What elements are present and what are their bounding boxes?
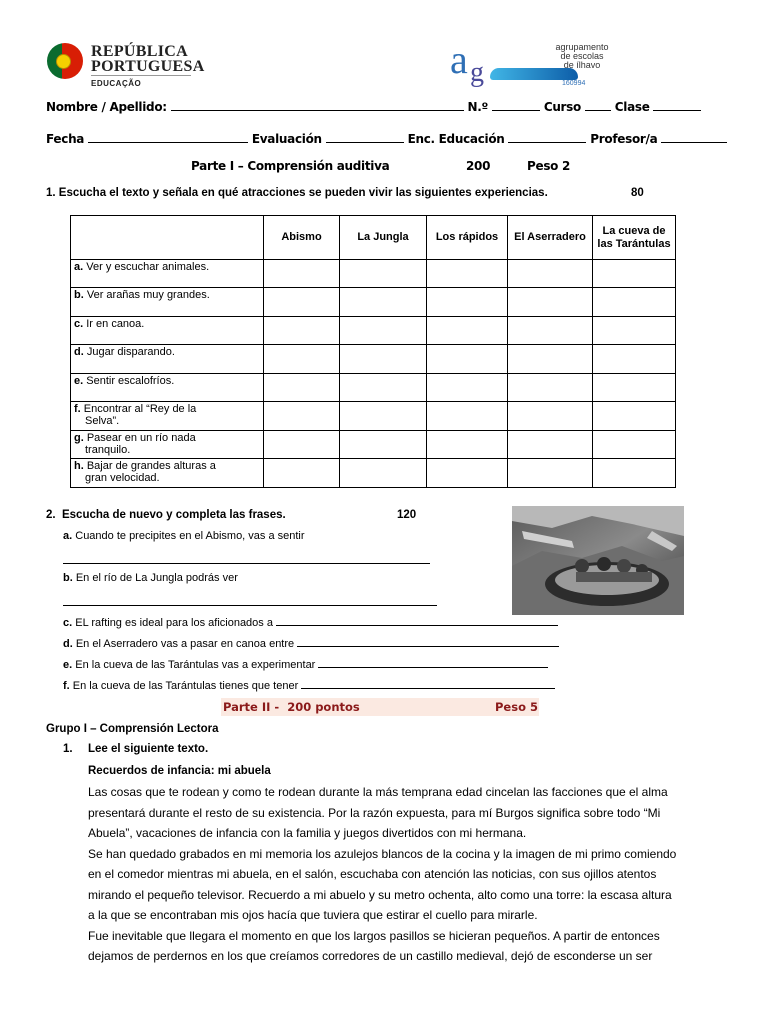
answer-cell[interactable]: [593, 374, 676, 402]
answer-cell[interactable]: [508, 317, 593, 345]
answer-cell[interactable]: [340, 260, 427, 288]
text-line: Se han quedado grabados en mi memoria los azulejos blancos de la cocina y la imagen de mi primo comiendo: [88, 846, 677, 861]
q2-answer-b-field[interactable]: [63, 594, 437, 606]
ag-line1: agrupamento: [555, 42, 609, 52]
answer-cell[interactable]: [264, 260, 340, 288]
table-row: e. Sentir escalofríos.: [71, 374, 676, 402]
fecha-field[interactable]: [88, 131, 248, 143]
ag-code: 160994: [562, 80, 586, 87]
answer-cell[interactable]: [264, 374, 340, 402]
q2-answer-c-field[interactable]: [276, 614, 558, 626]
q2-answer-e-field[interactable]: [318, 656, 548, 668]
table-row: d. Jugar disparando.: [71, 345, 676, 374]
fecha-label: Fecha: [46, 132, 85, 146]
text-line: Fue inevitable que llegara el momento en que los largos pasillos se hicieran pequeños. A partir de entonces: [88, 928, 660, 943]
answer-cell[interactable]: [593, 345, 676, 374]
q2-answer-f-field[interactable]: [301, 677, 555, 689]
numero-field[interactable]: [492, 99, 540, 111]
table-row: a. Ver y escuchar animales.: [71, 260, 676, 288]
q1-points: 80: [631, 187, 644, 199]
ag-line2: de escolas: [560, 51, 604, 61]
table-row: f. Encontrar al “Rey de la Selva”.: [71, 402, 676, 431]
instruction-text: Lee el siguiente texto.: [88, 743, 209, 755]
text-line: Las cosas que te rodean y como te rodean durante la más temprana edad cincelan las facciones que el alma: [88, 785, 668, 799]
table-header-row: [71, 216, 676, 260]
answer-cell[interactable]: [508, 288, 593, 317]
answer-cell[interactable]: [593, 459, 676, 488]
answer-cell[interactable]: [427, 459, 508, 488]
answer-cell[interactable]: [264, 459, 340, 488]
numero-label: N.º: [467, 100, 489, 114]
answer-cell[interactable]: [593, 402, 676, 431]
answer-cell[interactable]: [508, 345, 593, 374]
col-rapidos: Los rápidos: [427, 216, 508, 260]
q2-item-c: c. EL rafting es ideal para los aficionados a: [63, 614, 558, 629]
curso-label: Curso: [543, 100, 581, 114]
answer-cell[interactable]: [340, 459, 427, 488]
answer-cell[interactable]: [340, 317, 427, 345]
answer-cell[interactable]: [593, 288, 676, 317]
evaluation-info-row: [46, 131, 727, 146]
evaluacion-label: Evaluación: [251, 132, 322, 146]
text-line: mirando el pequeño televisor. Recuerdo a mi abuelo y su metro ochenta, alto como una torre: la escasa altura: [88, 887, 672, 902]
nombre-label: Nombre / Apellido:: [46, 100, 167, 114]
answer-cell[interactable]: [427, 317, 508, 345]
answer-cell[interactable]: [508, 260, 593, 288]
answer-cell[interactable]: [427, 345, 508, 374]
answer-cell[interactable]: [427, 431, 508, 459]
answer-cell[interactable]: [340, 374, 427, 402]
profesor-label: Profesor/a: [590, 132, 658, 146]
profesor-field[interactable]: [661, 131, 727, 143]
text-line: Abuela”, vacaciones de infancia con la familia y juegos divertidos con mi hermana.: [88, 826, 527, 840]
q2-item-b: b. En el río de La Jungla podrás ver: [63, 572, 238, 584]
student-info-row: [46, 99, 701, 114]
answer-cell[interactable]: [427, 374, 508, 402]
logo-text-line2: PORTUGUESA: [91, 58, 205, 75]
enc-label: Enc. Educación: [407, 132, 505, 146]
parte2-title: Parte II - 200 pontos: [223, 700, 360, 714]
answer-cell[interactable]: [508, 402, 593, 431]
col-cueva: La cueva de las Tarántulas: [593, 216, 676, 260]
reading-text: [88, 782, 718, 967]
q1-prompt: 1. Escucha el texto y señala en qué atracciones se pueden vivir las siguientes experiencias.: [46, 187, 548, 199]
answer-cell[interactable]: [427, 260, 508, 288]
answer-cell[interactable]: [340, 431, 427, 459]
logo-text-line1: REPÚBLICA: [91, 43, 188, 60]
enc-field[interactable]: [508, 131, 586, 143]
text-line: presentará durante el resto de su existencia. Por la razón expuesta, para mí Burgos significa sobre todo “Mi: [88, 805, 661, 820]
answer-cell[interactable]: [340, 288, 427, 317]
answer-cell[interactable]: [593, 317, 676, 345]
parte1-points: 200: [466, 159, 491, 173]
parte2-peso: Peso 5: [495, 700, 538, 714]
republica-portuguesa-logo: [47, 43, 205, 93]
text-line: en el comedor mientras mi abuela, en el salón, escuchaba con atención las noticias, con sus ojillos atentos: [88, 867, 657, 881]
nombre-field[interactable]: [171, 99, 464, 111]
answer-cell[interactable]: [593, 431, 676, 459]
text-line: a la que se encontraban mis ojos hacía que tuviera que estirar el cuello para mirarle.: [88, 908, 538, 922]
table-row: h. Bajar de grandes alturas a gran velocidad.: [71, 459, 676, 488]
answer-cell[interactable]: [264, 288, 340, 317]
parte1-peso: Peso 2: [527, 159, 571, 173]
answer-cell[interactable]: [508, 431, 593, 459]
q2-item-e: e. En la cueva de las Tarántulas vas a experimentar: [63, 656, 548, 671]
answer-cell[interactable]: [593, 260, 676, 288]
parte1-title: Parte I – Comprensión auditiva: [191, 159, 390, 173]
table-row: g. Pasear en un río nada tranquilo.: [71, 431, 676, 459]
answer-cell[interactable]: [508, 459, 593, 488]
q2-item-d: d. En el Aserradero vas a pasar en canoa entre: [63, 635, 559, 650]
ag-line3: de ílhavo: [563, 60, 601, 70]
text-line: dejamos de perdernos en los que creíamos corredores de un castillo medieval, dejó de esconderse un ser: [88, 949, 653, 963]
attractions-table: [70, 215, 676, 488]
grupo1-title: Grupo I – Comprensión Lectora: [46, 723, 219, 735]
col-abismo: Abismo: [264, 216, 340, 260]
answer-cell[interactable]: [427, 402, 508, 431]
answer-cell[interactable]: [264, 402, 340, 431]
answer-cell[interactable]: [340, 345, 427, 374]
curso-field[interactable]: [585, 99, 611, 111]
logo-subtitle: EDUCAÇÃO: [91, 79, 142, 88]
clase-field[interactable]: [653, 99, 701, 111]
instruction-number: 1.: [63, 743, 73, 755]
answer-cell[interactable]: [508, 374, 593, 402]
q2-prompt: 2. Escucha de nuevo y completa las frases.: [46, 509, 286, 521]
answer-cell[interactable]: [264, 317, 340, 345]
answer-cell[interactable]: [264, 345, 340, 374]
table-row: c. Ir en canoa.: [71, 317, 676, 345]
q2-answer-d-field[interactable]: [297, 635, 559, 647]
portugal-flag-icon: [47, 43, 83, 79]
table-row: b. Ver arañas muy grandes.: [71, 288, 676, 317]
q2-points: 120: [397, 509, 417, 521]
q2-item-f: f. En la cueva de las Tarántulas tienes que tener: [63, 677, 555, 692]
answer-cell[interactable]: [340, 402, 427, 431]
evaluacion-field[interactable]: [326, 131, 404, 143]
rafting-photo: [512, 506, 684, 615]
clase-label: Clase: [614, 100, 650, 114]
answer-cell[interactable]: [427, 288, 508, 317]
reading-title: Recuerdos de infancia: mi abuela: [88, 765, 271, 777]
agrupamento-logo: a g agrupamento de escolas de ílhavo 160994: [450, 40, 600, 92]
q2-answer-a-field[interactable]: [63, 552, 430, 564]
col-jungla: La Jungla: [340, 216, 427, 260]
col-aserradero: El Aserradero: [508, 216, 593, 260]
answer-cell[interactable]: [264, 431, 340, 459]
q2-item-a: a. Cuando te precipites en el Abismo, vas a sentir: [63, 530, 305, 542]
